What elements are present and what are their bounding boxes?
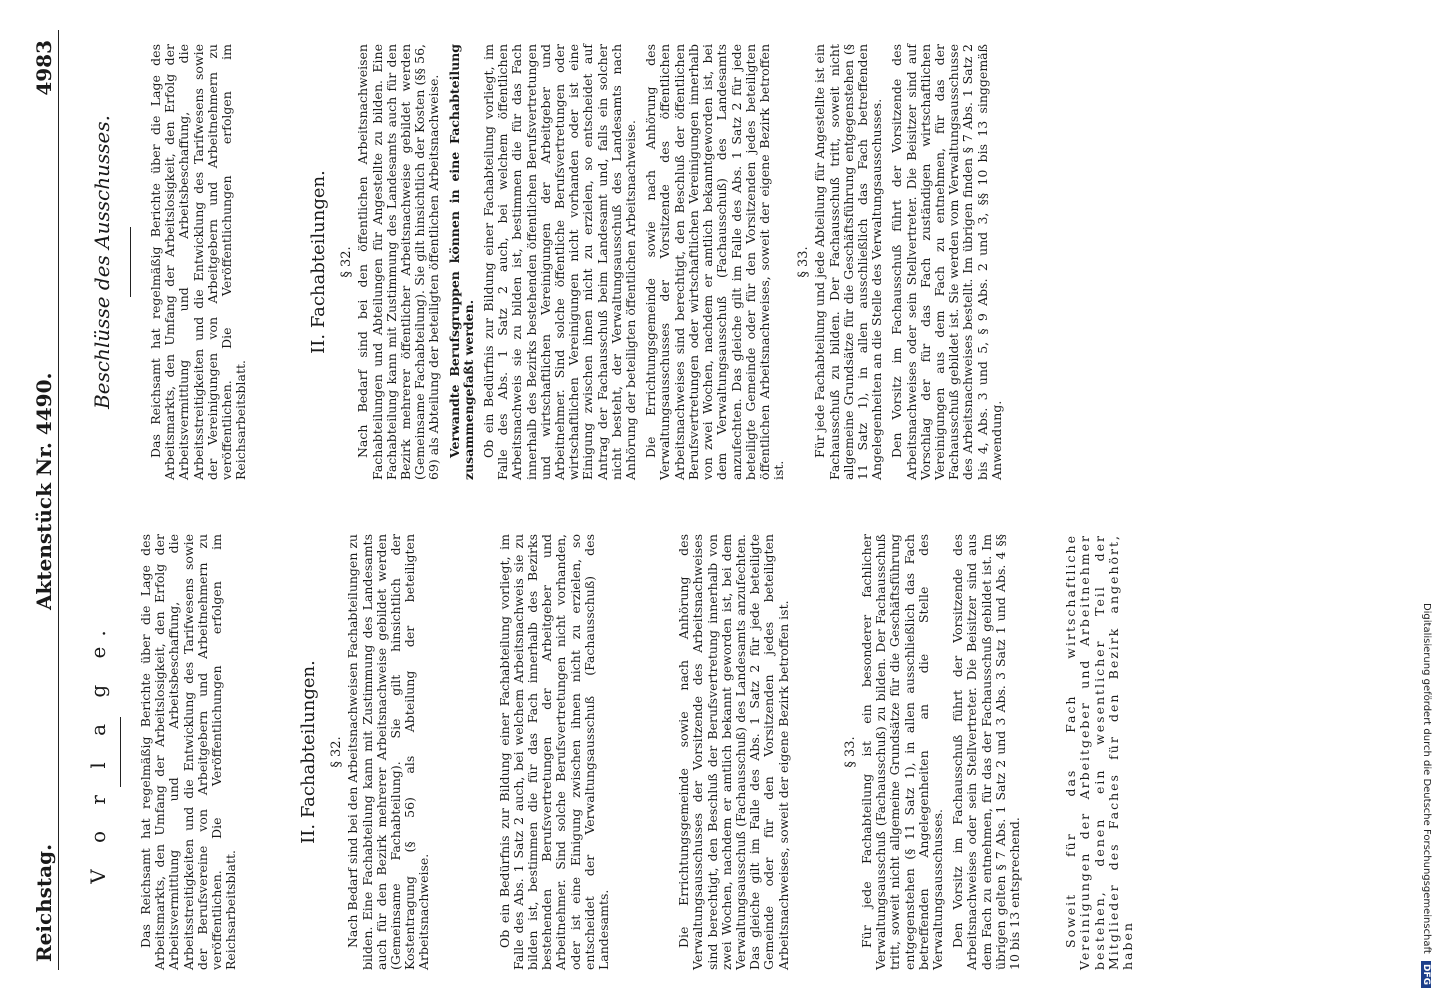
edge-note-text: Digitalisierung gefördert durch die Deutsche Forschungsgemeinschaft [1421,602,1432,954]
right-para-33-2: Den Vorsitz im Fachausschuß führt der Vorsitzende des Arbeitsnachweises oder sein Stellvertreter. Die Beisitzer sind auf Vorschlag der für das Fach zuständigen wirtschaftlichen Vereinigungen aus dem Fach zu entnehmen, für das der Fachausschuß gebildet ist. Sie werden vom Verwaltungsausschusse des Arbeitsnachweises bestellt. Im übrigen finden § 7 Abs. 1 Satz 2 bis 4, Abs. 3 und 5, § 9 Abs. 2 und 3, §§ 10 bis 13 singgemäß Anwendung. [889,44,1004,480]
left-para-33-3: Soweit für das Fach wirtschaftliche Vereinigungen der Arbeitgeber und Arbeitnehmer bestehen, denen ein wesentlicher Teil der Mitglieder des Faches für den Bezirk angehört, haben [1063,534,1135,970]
left-para-32-3: Die Errichtungsgemeinde sowie nach Anhörung des Verwaltungsausschusses der Vorsitzende des Arbeitsnachweises sind berechtigt, den Beschluß der Berufsvertretung innerhalb von zwei Wochen, nachdem er amtlich bekannt geworden ist, bei dem Verwaltungsausschuß (Fachausschuß) des Landesamts anzufechten. Das gleiche gilt im Falle des Abs. 1 Satz 2 für jede beteiligte Gemeinde oder für den Vorsitzenden jedes beteiligten Arbeitsnachweises, soweit der eigene Bezirk betroffen ist. [676,534,791,970]
title-rule [120,717,121,787]
right-para-32-3: Die Errichtungsgemeinde sowie nach Anhörung des Verwaltungsausschusses der Vorsitzende des öffentlichen Arbeitsnachweises sind berechtigt, den Beschluß der öffentlichen Berufsvertretungen oder wirtschaftlichen Vereinigungen innerhalb von zwei Wochen, nachdem er amtlich bekanntgeworden ist, bei dem Verwaltungsausschuß (Fachausschuß) des Landesamts anzufechten. Das gleiche gilt im Falle des Abs. 1 Satz 2 für jede beteiligte Gemeinde oder für den Vorsitzenden jedes beteiligten öffentlichen Arbeitsnachweises, soweit der eigene Bezirk betroffen ist. [643,44,787,480]
left-para-33-2: Den Vorsitz im Fachausschuß führt der Vorsitzende des Arbeitsnachweises oder sein Stellvertreter. Die Beisitzer sind aus dem Fach zu entnehmen, für das der Fachausschuß gebildet ist. Im übrigen gelten § 7 Abs. 1 Satz 2 und 3 Abs. 3 Satz 1 und Abs. 4 §§ 10 bis 13 entsprechend. [950,534,1022,970]
right-para-32-1b: Verwandte Berufsgruppen können in eine Fachabteilung zusammengefaßt werden. [446,44,476,480]
left-para-32-1: Nach Bedarf sind bei den Arbeitsnachweisen Fachabteilungen zu bilden. Eine Fachabteilung kann mit Zustimmung des Landesamts auch für den Bezirk mehrerer Arbeitsnachweise gebildet werden (Gemeinsame Fachabteilung). Sie gilt hinsichtlich der Kostentragung (§ 56) als Abteilung der beteiligten Arbeitsnachweise. [345,534,432,970]
left-section-title: II. Fachabteilungen. [298,660,320,844]
page-number: 4983 [32,40,56,96]
left-title: V o r l a g e. [86,620,110,884]
right-para-32-1: Nach Bedarf sind bei den öffentlichen Arbeitsnachweisen Fachabteilungen und Abteilungen für Angestellte zu bilden. Eine Fachabteilung kann mit Zustimmung des Landesamts auch für den Bezirk mehrerer öffentlicher Arbeitsnachweise gebildet werden (Gemeinsame Fachabteilung). Sie gilt hinsichtlich der Kosten (§§ 56, 69) als Abteilung der beteiligten öffentlichen Arbeitsnachweise. [355,44,442,480]
header-left: Reichstag. [32,843,56,962]
left-para-head-33: § 33. [842,736,858,768]
title-rule-right [130,227,131,297]
right-para-head-33: § 33. [796,246,812,278]
header-center: Aktenstück Nr. 4490. [32,372,56,610]
right-column [80,44,1010,480]
right-intro: Das Reichsamt hat regelmäßig Berichte über die Lage des Arbeitsmarkts, den Umfang der Arbeitslosigkeit, den Erfolg der Arbeitsvermittlung und Arbeitsbeschaffung, die Arbeitsstreitigkeiten und die Entwicklung des Tarifwesens sowie der Vereinigungen von Arbeitgebern und Arbeitnehmern zu veröffentlichen. Die Veröffentlichungen erfolgen im Reichsarbeitsblatt. [148,44,249,480]
left-para-head-32: § 32. [329,736,345,768]
left-column [80,534,1141,970]
right-title: Beschlüsse des Ausschusses. [90,115,114,409]
dfg-logo: DFG [1421,961,1431,988]
right-para-head-32: § 32. [339,246,355,278]
left-para-33-1: Für jede Fachabteilung ist ein besonderer fachlicher Verwaltungsausschuß (Fachausschuß) zu bilden. Der Fachausschuß tritt, soweit nicht allgemeine Grundsätze für die Geschäftsführung entgegenstehen (§ 11 Satz 1), in allen ausschließlich das Fach betreffenden Angelegenheiten an die Stelle des Verwaltungsausschusses. [858,534,945,970]
left-para-32-2: Ob ein Bedürfnis zur Bildung einer Fachabteilung vorliegt, im Falle des Abs. 1 Satz 2 auch, bei welchem Arbeitsnachweis sie zu bilden ist, bestimmen die für das Fach innerhalb des Bezirks bestehenden Berufsvertretungen der Arbeitgeber und Arbeitnehmer. Sind solche Berufsvertretungen nicht vorhanden, oder ist eine Einigung zwischen ihnen nicht zu erzielen, so entscheidet der Verwaltungsausschuß (Fachausschuß) des Landesamts. [496,534,612,970]
edge-note [1418,8,1432,988]
right-section-title: II. Fachabteilungen. [308,170,330,354]
page-header [30,30,59,970]
left-intro: Das Reichsamt hat regelmäßig Berichte über die Lage des Arbeitsmarkts, den Umfang der Arbeitslosigkeit, den Erfolg der Arbeitsvermittlung und Arbeitsbeschaffung, die Arbeitsstreitigkeiten und die Entwicklung des Tarifwesens sowie der Berufsvereine von Arbeitgebern und Arbeitnehmern zu veröffentlichen. Die Veröffentlichungen erfolgen im Reichsarbeitsblatt. [138,534,239,970]
right-para-32-2: Ob ein Bedürfnis zur Bildung einer Fachabteilung vorliegt, im Falle des Abs. 1 Satz 2 auch, bei welchem öffentlichen Arbeitsnachweis sie zu bilden ist, bestimmen die für das Fach innerhalb des Bezirks bestehenden öffentlichen Berufsvertretungen und wirtschaftlichen Vereinigungen der Arbeitgeber und Arbeitnehmer. Sind solche öffentliche Berufsvertretungen oder wirtschaftlichen Vereinigungen nicht vorhanden oder ist eine Einigung zwischen ihnen nicht zu erzielen, so entscheidet auf Antrag der Fachausschuß beim Landesamt und, falls ein solcher nicht besteht, der Verwaltungsausschuß des Landesamts nach Anhörung der beteiligten öffentlichen Arbeitsnachweise. [481,44,639,480]
right-para-33-1: Für jede Fachabteilung und jede Abteilung für Angestellte ist ein Fachausschuß zu bilden. Der Fachausschuß tritt, soweit nicht allgemeine Grundsätze für die Geschäftsführung entgegenstehen (§ 11 Satz 1), in allen ausschließlich das Fach betreffenden Angelegenheiten an die Stelle des Verwaltungsausschusses. [812,44,885,480]
